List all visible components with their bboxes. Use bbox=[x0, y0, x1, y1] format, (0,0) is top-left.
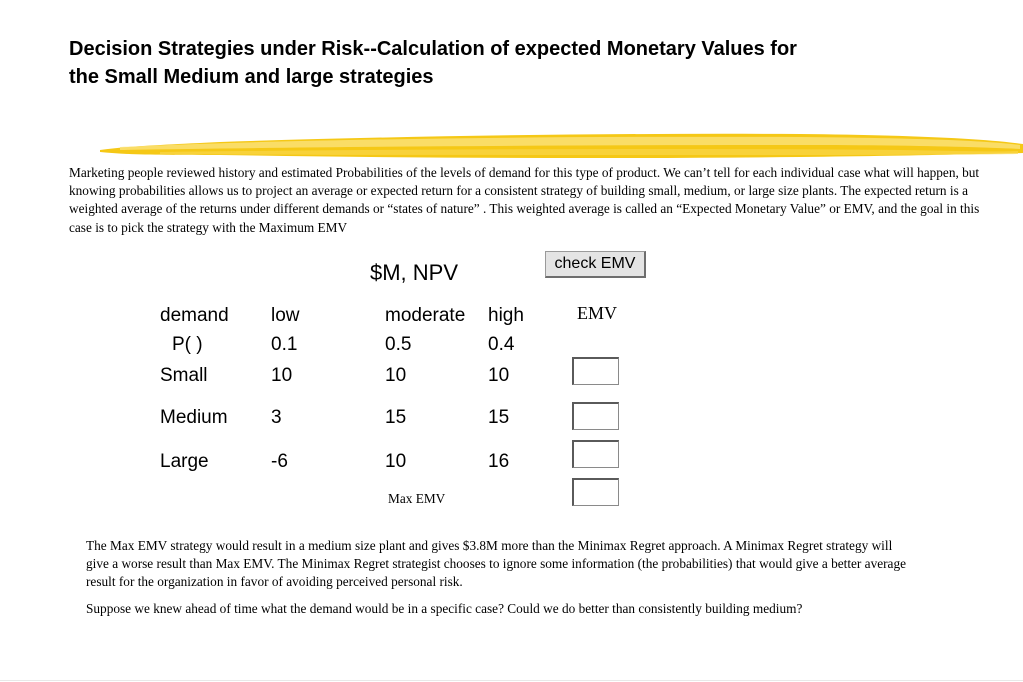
row-large-moderate: 10 bbox=[385, 451, 407, 472]
row-medium-moderate: 15 bbox=[385, 407, 407, 428]
question-paragraph: Suppose we knew ahead of time what the demand would be in a specific case? Could we do better than consistently building medium? bbox=[86, 601, 803, 616]
header-high: high bbox=[488, 305, 524, 326]
row-medium-high: 15 bbox=[488, 407, 510, 428]
row-medium-low: 3 bbox=[271, 407, 282, 428]
intro-paragraph: Marketing people reviewed history and estimated Probabilities of the levels of demand for this type of product. We can’t tell for each individual case what will happen, but knowing probabilities allows us to project an average or expected return for a consistent strategy of building small, medium, or large size plants. The expected return is a weighted average of the returns under different demands or “states of nature” . This weighted average is called an “Expected Monetary Value” or EMV, and the goal in this case is to pick the strategy with the Maximum EMV bbox=[69, 165, 980, 235]
emv-input-medium[interactable] bbox=[572, 402, 619, 430]
row-small-high: 10 bbox=[488, 365, 510, 386]
row-small-low: 10 bbox=[271, 365, 293, 386]
bottom-divider bbox=[0, 680, 1023, 681]
highlight-brush-stroke bbox=[100, 128, 1023, 164]
max-emv-label: Max EMV bbox=[388, 491, 446, 506]
header-moderate: moderate bbox=[385, 305, 466, 326]
row-large-low: -6 bbox=[271, 451, 288, 472]
slide-title: Decision Strategies under Risk--Calculation of expected Monetary Values for the Small Medium and large strategies bbox=[69, 38, 797, 88]
header-low: low bbox=[271, 305, 300, 326]
emv-header: EMV bbox=[577, 303, 617, 323]
row-small-moderate: 10 bbox=[385, 365, 407, 386]
units-label: $M, NPV bbox=[370, 260, 459, 285]
prob-high: 0.4 bbox=[488, 334, 515, 355]
check-emv-button[interactable]: check EMV bbox=[545, 251, 646, 278]
prob-label: P( ) bbox=[172, 334, 203, 355]
row-large-label: Large bbox=[160, 451, 209, 472]
emv-input-large[interactable] bbox=[572, 440, 619, 468]
prob-moderate: 0.5 bbox=[385, 334, 412, 355]
conclusion-paragraph: The Max EMV strategy would result in a medium size plant and gives $3.8M more than the Minimax Regret approach. A Minimax Regret strategy will give a worse result than Max EMV. The Minimax Regret strategist chooses to ignore some information (the probabilities) that would give a better average result for the organization in favor of avoiding perceived personal risk. bbox=[86, 538, 907, 590]
row-small-label: Small bbox=[160, 365, 208, 386]
emv-input-small[interactable] bbox=[572, 357, 619, 385]
prob-low: 0.1 bbox=[271, 334, 298, 355]
row-large-high: 16 bbox=[488, 451, 510, 472]
row-medium-label: Medium bbox=[160, 407, 228, 428]
max-emv-input[interactable] bbox=[572, 478, 619, 506]
header-demand: demand bbox=[160, 305, 229, 326]
